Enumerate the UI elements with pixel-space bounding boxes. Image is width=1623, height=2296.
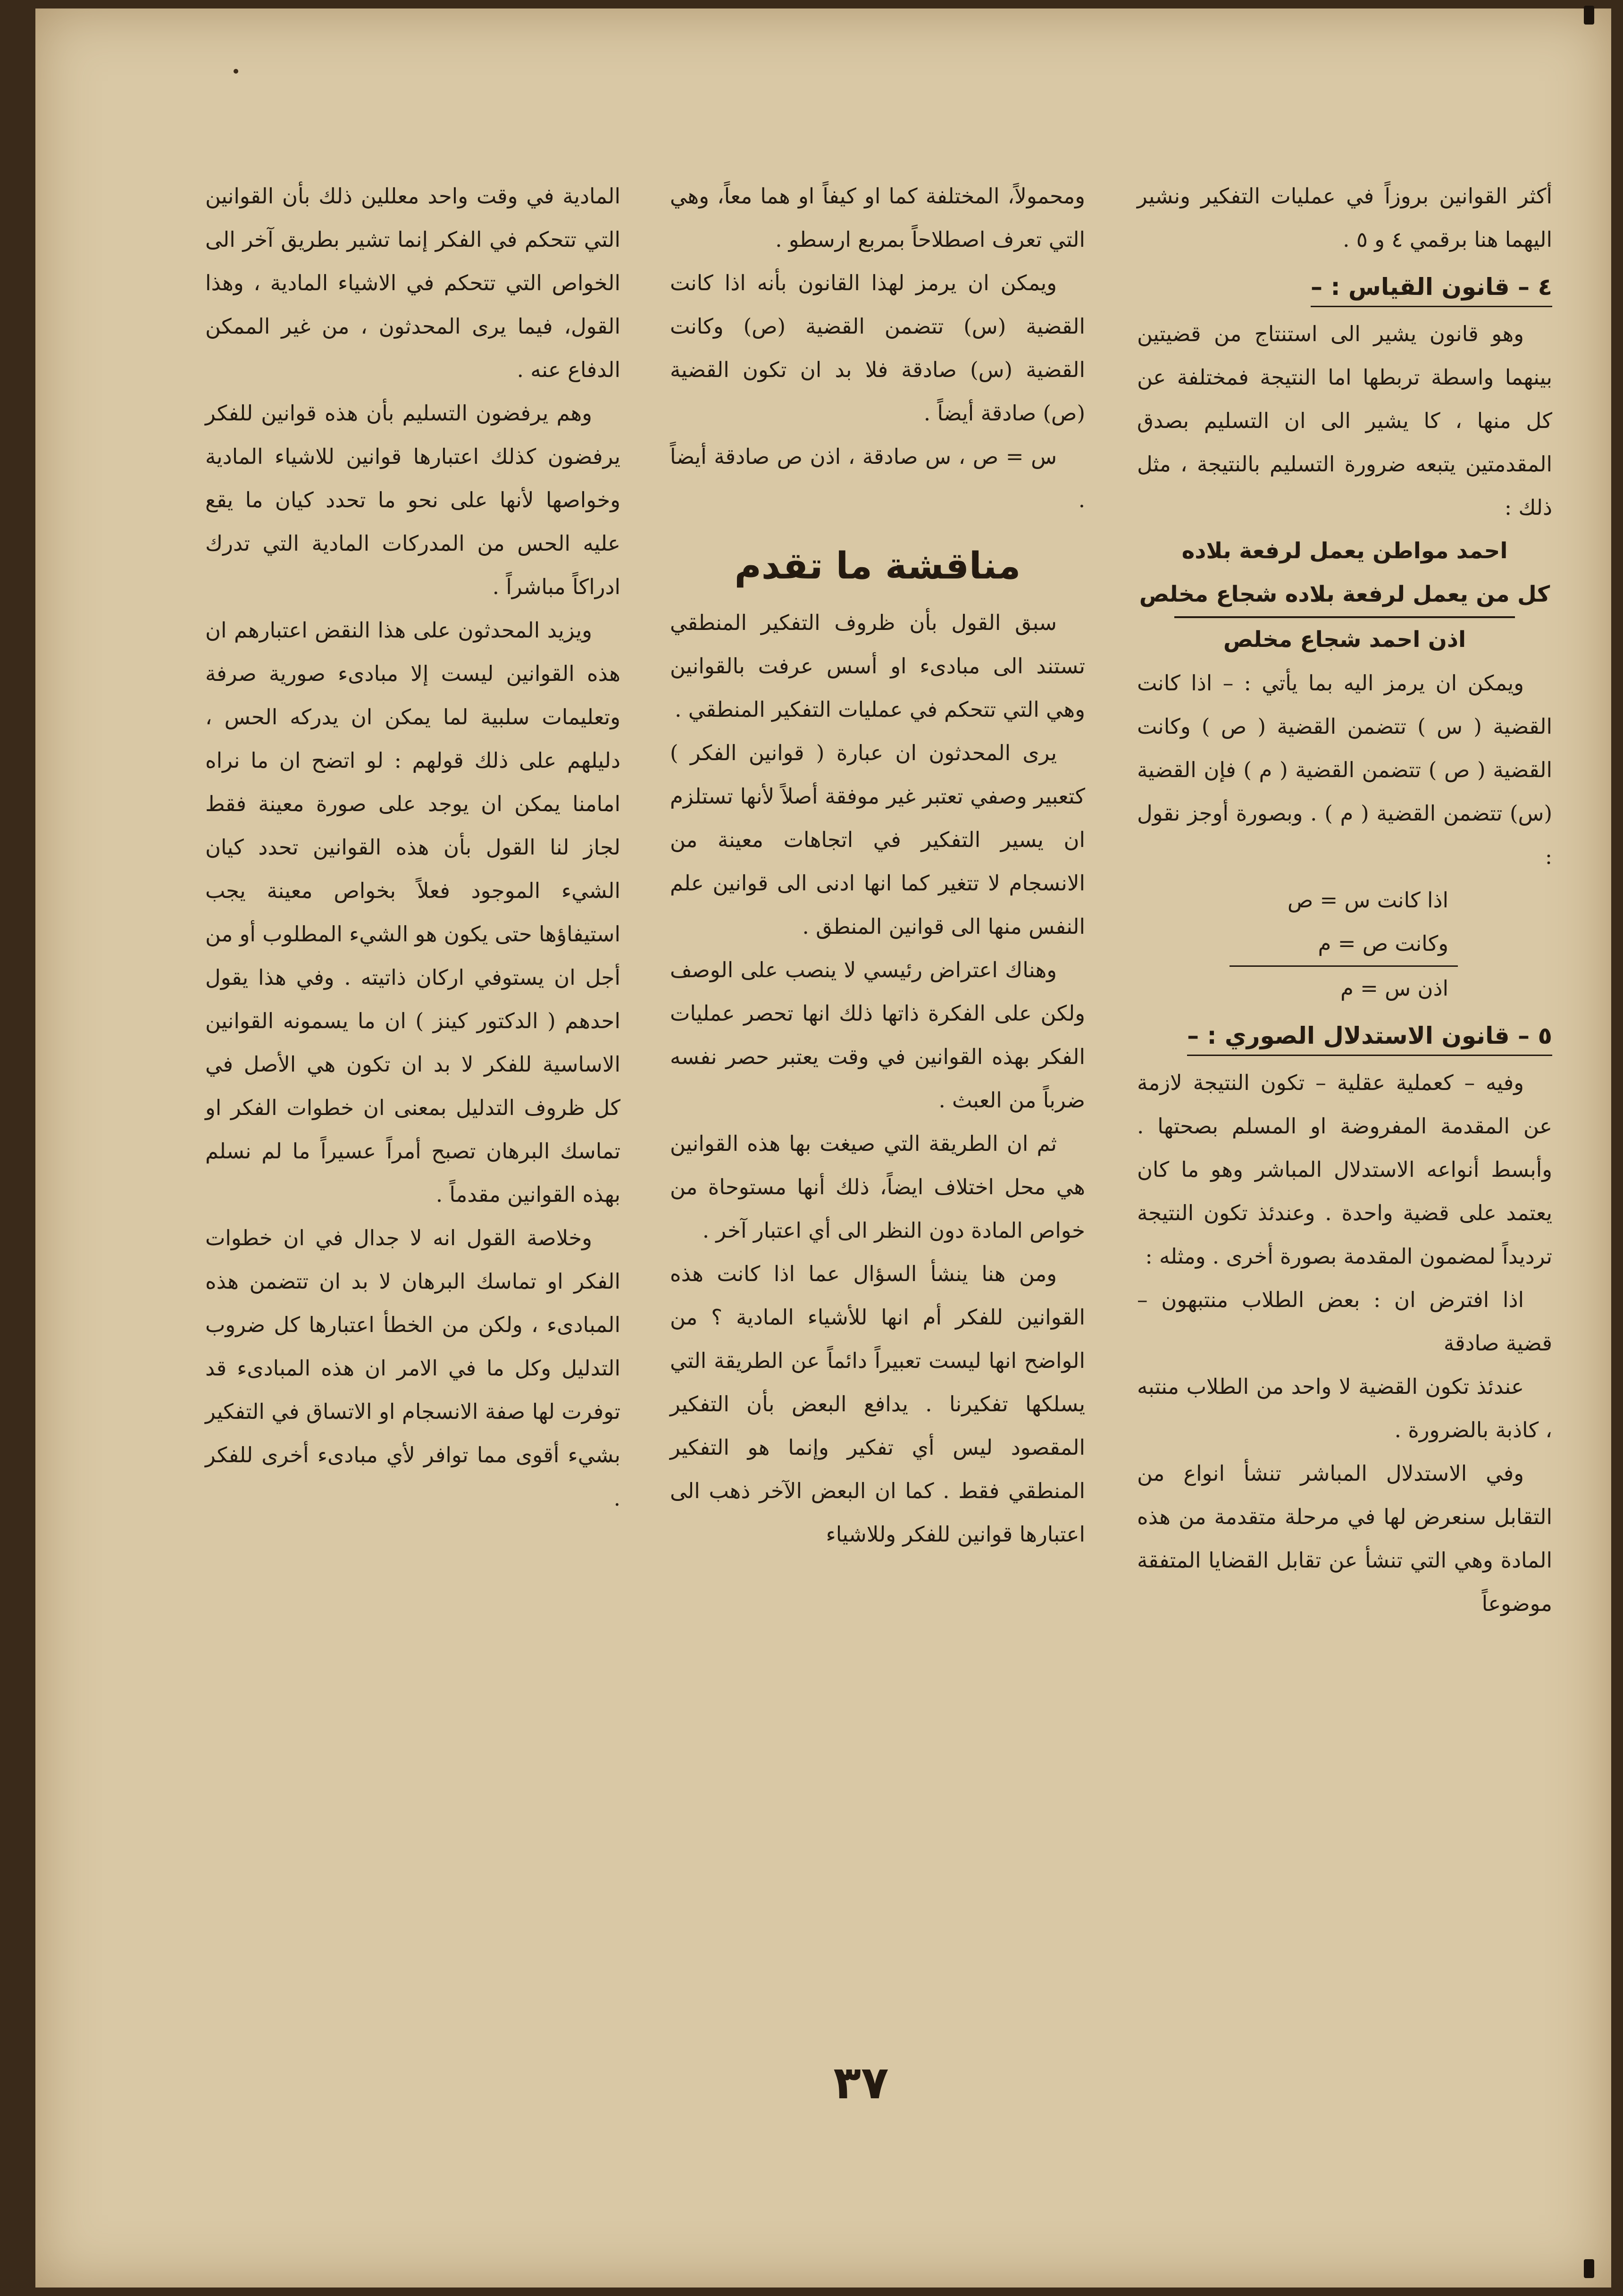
column-middle: [670, 175, 1085, 1556]
law-heading-inference: [1137, 1014, 1552, 1057]
edge-mark: [1584, 2259, 1594, 2278]
law-heading-syllogism: [1137, 265, 1552, 309]
column-left: [205, 175, 620, 1520]
paragraph: المادية في وقت واحد معللين ذلك بأن القوانين التي تتحكم في الفكر إنما تشير بطريق آخر الى الخواص التي تتحكم في الاشياء المادية ، وهذا القول، فيما يرى المحدثون ، من غير الممكن الدفاع عنه .: [205, 184, 620, 382]
formula-line: وكانت ص = م: [1318, 931, 1448, 956]
formula-line: اذن س = م: [1340, 976, 1448, 1001]
column-right: [1137, 175, 1552, 1626]
law-heading-text: ٥ – قانون الاستدلال الصوري : –: [1187, 1017, 1552, 1056]
paragraph: يرى المحدثون ان عبارة ( قوانين الفكر ) كتعبير وصفي تعتبر غير موفقة أصلاً لأنها تستلزم ان يسير التفكير في اتجاهات معينة من الانسجام لا تتغير كما انها ادنى الى قوانين علم النفس منها الى قوانين المنطق .: [670, 740, 1085, 939]
paragraph: وخلاصة القول انه لا جدال في ان خطوات الفكر او تماسك البرهان لا بد ان تتضمن هذه المبادىء ، ولكن من الخطأ اعتبارها كل ضروب التدليل وكل ما في الامر ان هذه المبادىء قد توفرت لها صفة الانسجام او الاتساق في التفكير بشيء أقوى مما توافر لأي مبادىء أخرى للفكر .: [205, 1225, 620, 1511]
paragraph: اذا افترض ان : بعض الطلاب منتبهون – قضية صادقة: [1137, 1287, 1552, 1356]
page: [35, 8, 1611, 2288]
paragraph: ويمكن ان يرمز اليه بما يأتي : – اذا كانت القضية ( س ) تتضمن القضية ( ص ) وكانت القضية ( ص ) تتضمن القضية ( م ) فإن القضية (س) تتضمن القضية ( م ) . وبصورة أوجز نقول :: [1137, 670, 1552, 869]
paragraph: وهو قانون يشير الى استنتاج من قضيتين بينهما واسطة تربطها اما النتيجة فمختلفة عن كل منها ، كا يشير الى ان التسليم بصدق المقدمتين يتبعه ضرورة التسليم بالنتيجة ، مثل ذلك :: [1137, 321, 1552, 520]
paragraph: ومن هنا ينشأ السؤال عما اذا كانت هذه القوانين للفكر أم انها للأشياء المادية ؟ من الواضح انها ليست تعبيراً دائماً عن الطريقة التي يسلكها تفكيرنا . يدافع البعض بأن التفكير المقصود ليس أي تفكير وإنما هو التفكير المنطقي فقط . كما ان البعض الآخر ذهب الى اعتبارها قوانين للفكر وللاشياء: [670, 1261, 1085, 1547]
stain-mark: [234, 69, 238, 74]
paragraph: ومحمولاً، المختلفة كما او كيفاً او هما معاً، وهي التي تعرف اصطلاحاً بمربع ارسطو .: [670, 184, 1085, 252]
edge-mark: [1584, 6, 1594, 25]
paragraph: وهناك اعتراض رئيسي لا ينصب على الوصف ولكن على الفكرة ذاتها ذلك انها تحصر عمليات الفكر بهذه القوانين في وقت يعتبر حصر نفسه ضرباً من العبث .: [670, 957, 1085, 1113]
paragraph: أكثر القوانين بروزاً في عمليات التفكير ونشير اليهما هنا برقمي ٤ و ٥ .: [1137, 184, 1552, 252]
syllogism-conclusion: اذن احمد شجاع مخلص: [1223, 627, 1466, 653]
formula-line: س = ص ، س صادقة ، اذن ص صادقة أيضاً .: [670, 444, 1085, 512]
paragraph: سبق القول بأن ظروف التفكير المنطقي تستند الى مبادىء او أسس عرفت بالقوانين وهي التي تتحكم في عمليات التفكير المنطقي .: [670, 610, 1085, 722]
section-title: مناقشة ما تقدم: [734, 545, 1021, 587]
paragraph: وفيه – كعملية عقلية – تكون النتيجة لازمة عن المقدمة المفروضة او المسلم بصحتها . وأبسط أنواعه الاستدلال المباشر وهو ما كان يعتمد على قضية واحدة . وعندئذ تكون النتيجة ترديداً لمضمون المقدمة بصورة أخرى . ومثله :: [1137, 1070, 1552, 1269]
paragraph: وهم يرفضون التسليم بأن هذه قوانين للفكر يرفضون كذلك اعتبارها قوانين للاشياء المادية وخواصها لأنها على نحو ما تحدد كيان ما يقع عليه الحس من المدركات المادية التي تدرك ادراكاً مباشراً .: [205, 401, 620, 599]
paragraph: ثم ان الطريقة التي صيغت بها هذه القوانين هي محل اختلاف ايضاً، ذلك أنها مستوحاة من خواص المادة دون النظر الى أي اعتبار آخر .: [670, 1131, 1085, 1243]
paragraph: ويمكن ان يرمز لهذا القانون بأنه اذا كانت القضية (س) تتضمن القضية (ص) وكانت القضية (س) صادقة فلا بد ان تكون القضية (ص) صادقة أيضاً .: [670, 270, 1085, 426]
paragraph: وفي الاستدلال المباشر تنشأ انواع من التقابل سنعرض لها في مرحلة متقدمة من هذه المادة وهي التي تنشأ عن تقابل القضايا المتفقة موضوعاً: [1137, 1461, 1552, 1616]
syllogism-premise: احمد مواطن يعمل لرفعة بلاده: [1181, 538, 1508, 564]
syllogism-premise: كل من يعمل لرفعة بلاده شجاع مخلص: [1139, 581, 1550, 607]
paragraph: عندئذ تكون القضية لا واحد من الطلاب منتبه ، كاذبة بالضرورة .: [1137, 1374, 1552, 1442]
paragraph: ويزيد المحدثون على هذا النقض اعتبارهم ان هذه القوانين ليست إلا مبادىء صورية صرفة وتعليمات سلبية لما يمكن ان يدركه الحس ، دليلهم على ذلك قولهم : لو اتضح ان ما نراه امامنا يمكن ان يوجد على صورة معينة فقط لجاز لنا القول بأن هذه القوانين تحدد كيان الشيء الموجود فعلاً بخواص معينة يجب استيفاؤها حتى يكون هو الشيء المطلوب أو من أجل ان يستوفي اركان ذاتيته . وفي هذا يقول احدهم ( الدكتور كينز ) ان ما يسمونه القوانين الاساسية للفكر لا بد ان تكون هي الأصل في كل ظروف التدليل بمعنى ان خطوات الفكر او تماسك البرهان تصبح أمراً عسيراً ما لم نسلم بهذه القوانين مقدماً .: [205, 618, 620, 1207]
law-heading-text: ٤ – قانون القياس : –: [1311, 268, 1552, 307]
formula-line: اذا كانت س = ص: [1287, 888, 1448, 913]
page-number: ٣٧: [833, 2056, 889, 2109]
